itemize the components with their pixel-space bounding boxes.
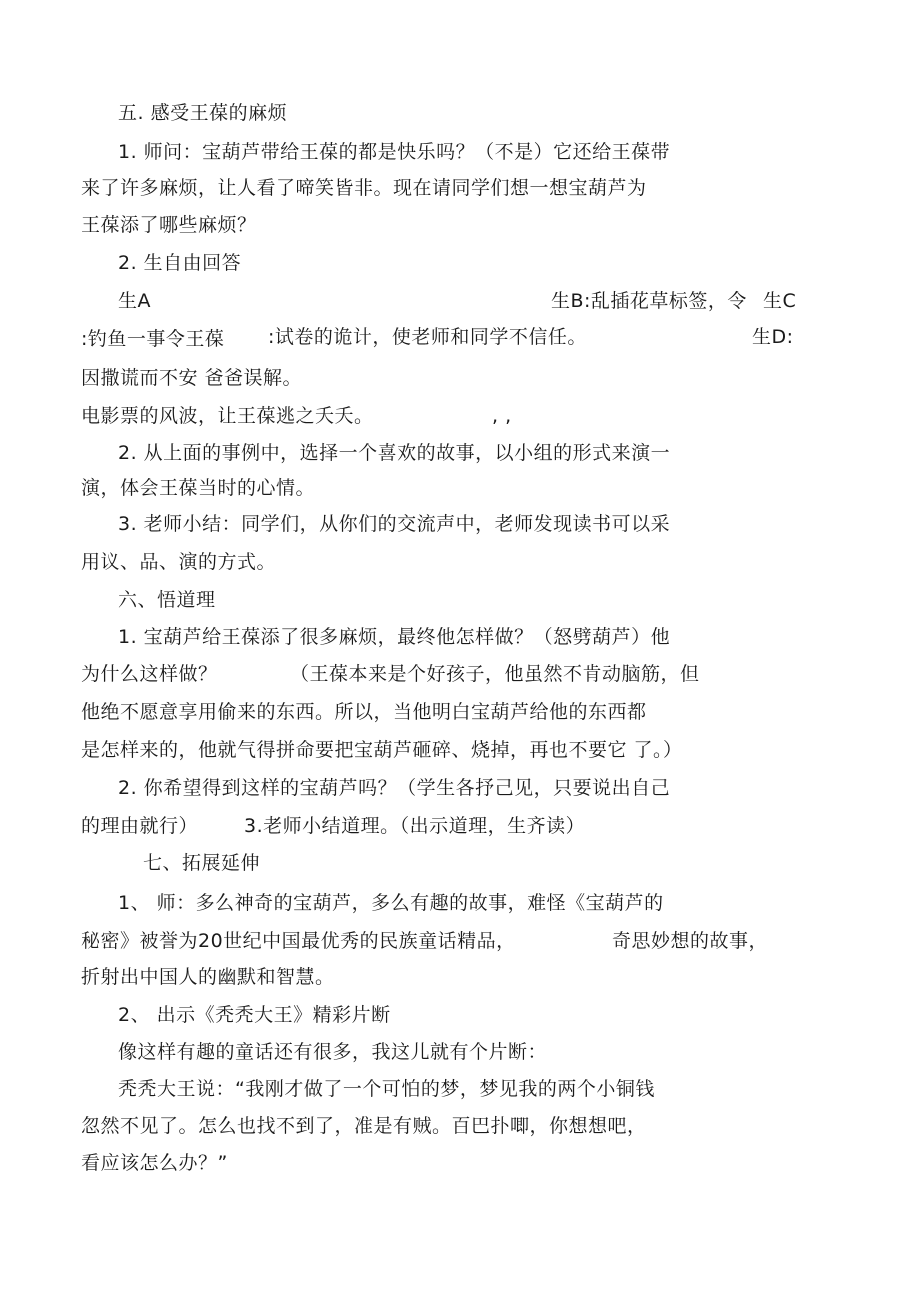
paragraph-line: 用议、品、演的方式。 bbox=[81, 551, 277, 573]
paragraph-line: 3. 老师小结：同学们，从你们的交流声中，老师发现读书可以采 bbox=[118, 513, 671, 535]
paragraph-line: 忽然不见了。怎么也找不到了，准是有贼。百巴扑唧，你想想吧， bbox=[81, 1115, 647, 1137]
paragraph-line: （王葆本来是个好孩子，他虽然不肯动脑筋，但 bbox=[290, 663, 700, 685]
answer-b-text: 生B:乱插花草标签，令 bbox=[551, 290, 747, 312]
paragraph-line: 因撒谎而不安 爸爸误解。 bbox=[81, 367, 303, 389]
paragraph-line: 看应该怎么办？” bbox=[81, 1152, 228, 1174]
paragraph-line: 电影票的风波，让王葆逃之夭夭。 bbox=[81, 405, 374, 427]
paragraph-line: 2. 你希望得到这样的宝葫芦吗？（学生各抒己见，只要说出自己 bbox=[118, 777, 671, 799]
paragraph-line: 是怎样来的，他就气得拼命要把宝葫芦砸碎、烧掉，再也不要它 了。） bbox=[81, 739, 683, 761]
paragraph-line: 来了许多麻烦，让人看了啼笑皆非。现在请同学们想一想宝葫芦为 bbox=[81, 177, 647, 199]
section-seven-heading: 七、拓展延伸 bbox=[143, 852, 261, 874]
paragraph-line: 演，体会王葆当时的心情。 bbox=[81, 477, 316, 499]
paragraph-line: 3.老师小结道理。（出示道理，生齐读） bbox=[244, 815, 586, 837]
paragraph-line: 的理由就行） bbox=[81, 815, 199, 837]
answer-a-label: 生A bbox=[118, 290, 151, 312]
paragraph-line: 折射出中国人的幽默和智慧。 bbox=[81, 966, 335, 988]
paragraph-line: 王葆添了哪些麻烦？ bbox=[81, 214, 257, 236]
ellipsis-marks: , , bbox=[492, 405, 512, 427]
paragraph-line: 2. 从上面的事例中，选择一个喜欢的故事，以小组的形式来演一 bbox=[118, 442, 671, 464]
answer-d-label: 生D: bbox=[752, 326, 794, 348]
paragraph-line: 他绝不愿意享用偷来的东西。所以，当他明白宝葫芦给他的东西都 bbox=[81, 701, 647, 723]
answer-b-content: :试卷的诡计，使老师和同学不信任。 bbox=[268, 326, 587, 348]
paragraph-line: 2. 生自由回答 bbox=[118, 252, 242, 274]
paragraph-line: 1、 师：多么神奇的宝葫芦，多么有趣的故事，难怪《宝葫芦的 bbox=[118, 892, 664, 914]
answer-a-content: :钓鱼一事令王葆 bbox=[81, 328, 225, 350]
section-six-heading: 六、悟道理 bbox=[118, 589, 216, 611]
paragraph-line: 为什么这样做？ bbox=[81, 663, 218, 685]
paragraph-line: 秘密》被誉为20世纪中国最优秀的民族童话精品， bbox=[81, 930, 516, 952]
paragraph-line: 1. 宝葫芦给王葆添了很多麻烦，最终他怎样做？（怒劈葫芦）他 bbox=[118, 626, 671, 648]
paragraph-line: 秃秃大王说：“我刚才做了一个可怕的梦，梦见我的两个小铜钱 bbox=[118, 1078, 655, 1100]
section-five-heading: 五. 感受王葆的麻烦 bbox=[118, 102, 288, 124]
paragraph-line: 2、 出示《秃秃大王》精彩片断 bbox=[118, 1004, 391, 1026]
paragraph-line: 1. 师问：宝葫芦带给王葆的都是快乐吗？（不是）它还给王葆带 bbox=[118, 141, 671, 163]
answer-c-label: 生C bbox=[763, 290, 797, 312]
paragraph-line: 像这样有趣的童话还有很多，我这儿就有个片断： bbox=[118, 1041, 548, 1063]
paragraph-line: 奇思妙想的故事， bbox=[612, 930, 769, 952]
